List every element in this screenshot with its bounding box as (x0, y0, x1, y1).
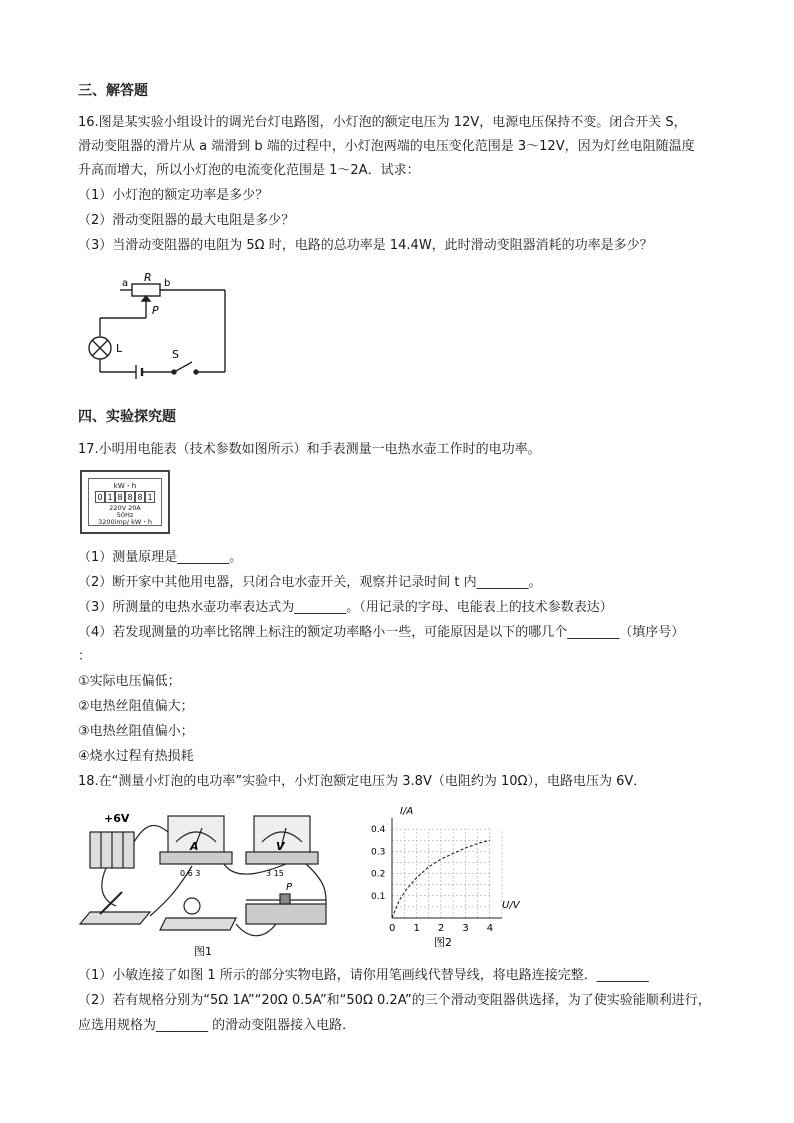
meter-digits (95, 491, 155, 503)
q17-option-3: ③电热丝阻值偏小； (78, 724, 194, 739)
y-axis-label: I/A (400, 806, 414, 817)
q16-line-3: 升高而增大，所以小灯泡的电流变化范围是 1～2A．试求： (78, 163, 420, 178)
ammeter-terminals: 0.6 3 (180, 869, 201, 878)
figure-2-caption: 图2 (434, 936, 452, 949)
x-tick-label: 2 (437, 923, 445, 934)
meter-unit: kW・h (113, 482, 137, 490)
q17-part-1: （1）测量原理是________。 (78, 550, 243, 565)
x-axis-label: U/V (502, 900, 520, 911)
chart-series (392, 840, 490, 918)
q18-part-3: 应选用规格为________ 的滑动变阻器接入电路． (78, 1018, 356, 1033)
meter-spec-1: 220V 20A (109, 504, 141, 512)
meter-digit: 8 (135, 491, 145, 503)
label-P: P (152, 304, 159, 317)
label-R: R (144, 271, 152, 284)
label-S: S (172, 348, 179, 361)
q16-part-2: （2）滑动变阻器的最大电阻是多少？ (78, 213, 295, 228)
q18-line-1: 18.在“测量小灯泡的电功率”实验中，小灯泡额定电压为 3.8V（电阻约为 10Ω），电路电压为 6V． (78, 774, 647, 789)
x-tick-label: 1 (413, 923, 420, 934)
y-tick-label: 0.2 (371, 869, 386, 880)
meter-digit: 1 (145, 491, 155, 503)
q17-part-2: （2）断开家中其他用电器，只闭合电水壶开关，观察并记录时间 t 内________。 (78, 575, 542, 590)
q17-part-4: （4）若发现测量的功率比铭牌上标注的额定功率略小一些，可能原因是以下的哪几个________（填序号） (78, 625, 685, 640)
battery-label: +6V (104, 812, 130, 825)
q16-part-3: （3）当滑动变阻器的电阻为 5Ω 时，电路的总功率是 14.4W，此时滑动变阻器消耗的功率是多少？ (78, 238, 653, 253)
q16-line-2: 滑动变阻器的滑片从 a 端滑到 b 端的过程中，小灯泡两端的电压变化范围是 3～12V，因为灯丝电阻随温度 (78, 139, 695, 154)
label-L: L (116, 342, 123, 355)
q16-line-1: 16.图是某实验小组设计的调光台灯电路图，小灯泡的额定电压为 12V，电源电压保持不变。闭合开关 S， (78, 115, 687, 130)
q17-part-4-colon: ： (78, 649, 92, 664)
chart-axes (392, 818, 502, 918)
x-tick-label: 0 (389, 923, 396, 934)
meter-digit: 0 (95, 491, 105, 503)
q18-part-1: （1）小敏连接了如图 1 所示的部分实物电路，请你用笔画线代替导线，将电路连接完整．________ (78, 968, 649, 983)
series-line (392, 840, 490, 918)
meter-digit: 8 (125, 491, 135, 503)
y-tick-label: 0.1 (371, 891, 386, 902)
meter-spec-2: 50Hz (116, 511, 134, 519)
section-title-4: 四、实验探究题 (78, 409, 176, 425)
q16-part-1: （1）小灯泡的额定功率是多少？ (78, 188, 269, 203)
voltmeter-label: V (276, 840, 285, 853)
x-tick-label: 4 (486, 923, 494, 934)
section-title-3: 三、解答题 (78, 83, 148, 99)
ammeter-label: A (190, 840, 199, 853)
y-tick-label: 0.3 (371, 847, 386, 858)
meter-spec-3: 3200imp/ kW・h (98, 518, 152, 526)
meter-digit: 8 (115, 491, 125, 503)
q16-circuit-diagram (80, 268, 240, 388)
q17-line-1: 17.小明用电能表（技术参数如图所示）和手表测量一电热水壶工作时的电功率。 (78, 442, 541, 457)
y-tick-label: 0.4 (371, 825, 386, 836)
q17-part-3: （3）所测量的电热水壶功率表达式为________。（用记录的字母、电能表上的技术参数表达） (78, 600, 613, 615)
chart-grid (392, 829, 502, 918)
x-tick-label: 3 (462, 923, 469, 934)
q17-option-4: ④烧水过程有热损耗 (78, 749, 194, 764)
q17-option-2: ②电热丝阻值偏大； (78, 699, 194, 714)
label-a: a (122, 278, 129, 289)
label-b: b (164, 278, 171, 289)
rheostat-label: P (286, 882, 293, 893)
q17-option-1: ①实际电压偏低； (78, 674, 181, 689)
voltmeter-terminals: 3 15 (266, 869, 284, 878)
figure-1-caption: 图1 (194, 945, 212, 958)
q18-figure-1 (76, 802, 346, 962)
meter-digit: 1 (105, 491, 115, 503)
q18-figure-2-chart (370, 800, 530, 950)
q18-part-2: （2）若有规格分别为“5Ω 1A”“20Ω 0.5A”和“50Ω 0.2A”的三个滑动变阻器供选择，为了使实验能顺利进行， (78, 993, 711, 1008)
energy-meter-figure (80, 470, 170, 534)
